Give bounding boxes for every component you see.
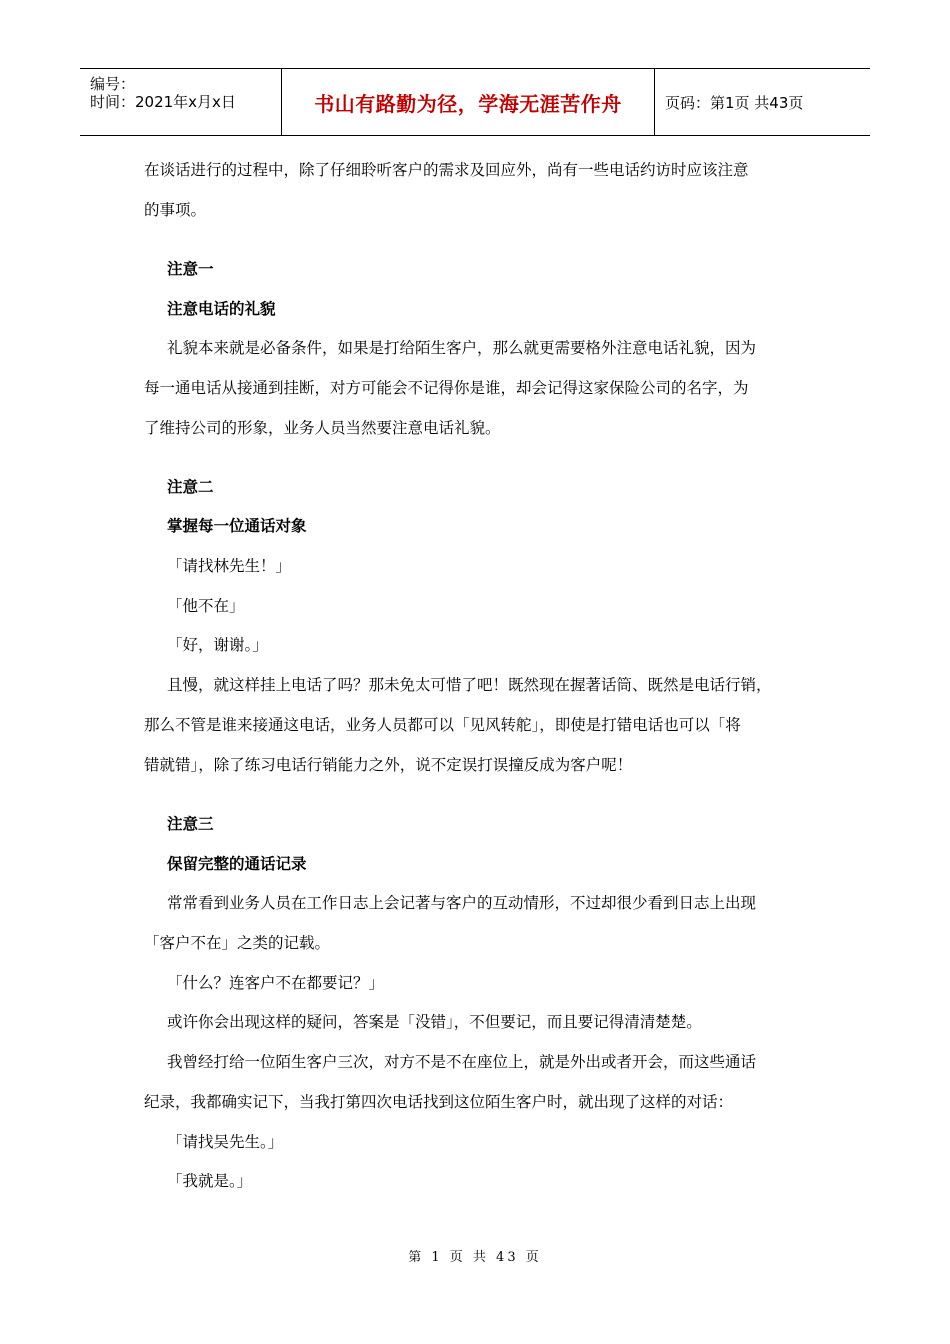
dialog-line: 「他不在」	[167, 597, 245, 615]
header-left-cell	[80, 69, 282, 135]
section-subheading: 注意电话的礼貌	[167, 300, 276, 318]
dialog-line: 「请找吴先生。」	[167, 1133, 284, 1151]
paragraph-line: 了维持公司的形象，业务人员当然要注意电话礼貌。	[144, 419, 501, 437]
paragraph-line: 那么不管是谁来接通这电话，业务人员都可以「见风转舵」，即使是打错电话也可以「将	[144, 716, 741, 734]
paragraph-line: 每一通电话从接通到挂断，对方可能会不记得你是谁，却会记得这家保险公司的名字，为	[144, 379, 749, 397]
dialog-line: 「请找林先生！」	[167, 557, 292, 575]
paragraph-line: 常常看到业务人员在工作日志上会记著与客户的互动情形，不过却很少看到日志上出现	[167, 894, 757, 912]
section-subheading: 保留完整的通话记录	[167, 855, 307, 873]
paragraph-line: 在谈话进行的过程中，除了仔细聆听客户的需求及回应外，尚有一些电话约访时应该注意	[144, 161, 749, 179]
dialog-line: 「好，谢谢。」	[167, 636, 268, 654]
section-heading: 注意三	[167, 815, 214, 833]
paragraph-line: 纪录，我都确实记下，当我打第四次电话找到这位陌生客户时，就出现了这样的对话：	[144, 1093, 734, 1111]
paragraph-line: 或许你会出现这样的疑问，答案是「没错」，不但要记，而且要记得清清楚楚。	[167, 1013, 702, 1031]
paragraph-line: 的事项。	[144, 201, 207, 219]
paragraph-line: 我曾经打给一位陌生客户三次，对方不是不在座位上，就是外出或者开会，而这些通话	[167, 1053, 757, 1071]
header-motto-cell	[282, 69, 655, 135]
motto-text: 书山有路勤为径，学海无涯苦作舟	[314, 91, 622, 116]
header-table	[80, 68, 870, 136]
dialog-line: 「我就是。」	[167, 1172, 253, 1190]
paragraph-line: 「客户不在」之类的记载。	[144, 934, 331, 952]
paragraph-line: 且慢，就这样挂上电话了吗？那未免太可惜了吧！既然现在握著话筒、既然是电话行销，	[167, 676, 772, 694]
paragraph-line: 礼貌本来就是必备条件，如果是打给陌生客户，那么就更需要格外注意电话礼貌，因为	[167, 339, 757, 357]
page-info: 页码：第1页 共43页	[665, 93, 804, 112]
date-label: 时间：2021年x月x日	[90, 93, 236, 111]
section-heading: 注意二	[167, 478, 214, 496]
dialog-line: 「什么？连客户不在都要记？」	[167, 974, 385, 992]
section-heading: 注意一	[167, 260, 214, 278]
paragraph-line: 错就错」，除了练习电话行销能力之外，说不定误打误撞反成为客户呢！	[144, 756, 633, 774]
page-footer: 第 1 页 共 43 页	[408, 1250, 542, 1265]
section-subheading: 掌握每一位通话对象	[167, 517, 307, 535]
number-label: 编号：	[90, 75, 136, 93]
